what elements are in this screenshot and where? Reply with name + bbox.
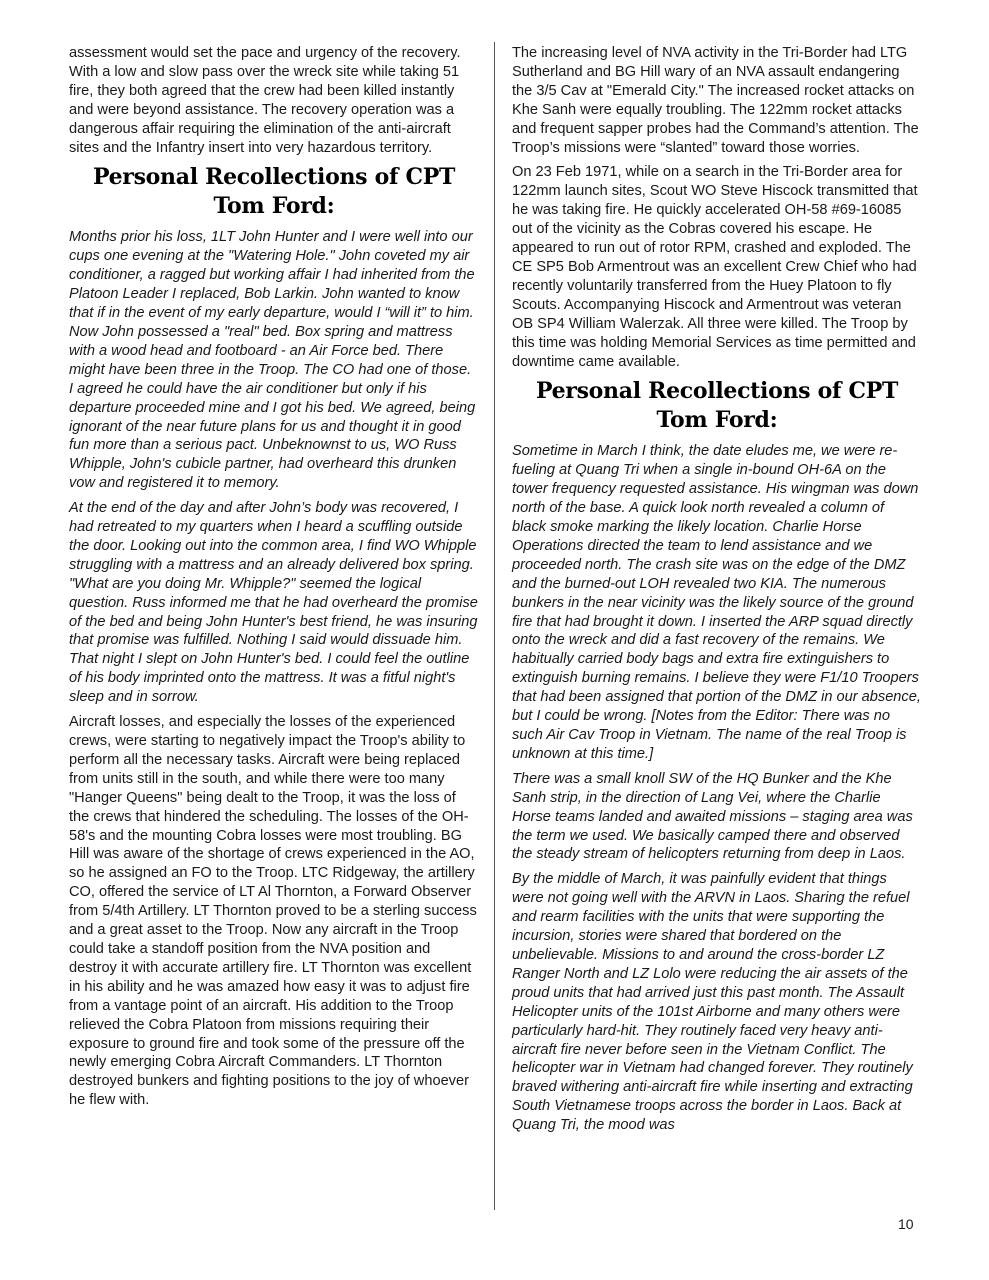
paragraph: At the end of the day and after John’s body was recovered, I had retreated to my quarters when I heard a scuffling outside the door. Looking out into the common area, I find WO Whipple struggling with a mattress and an already delivered box spring. "What are you doing Mr. Whipple?" seemed the logical question. Russ informed me that he had overheard the promise of the bed and being John Hunter's best friend, he was insuring that promise was fulfilled. Nothing I said would dissuade him. That night I slept on John Hunter's bed. I could feel the outline of his body imprinted onto the mattress. It was a fitful night's sleep and in sorrow. xyxy=(69,500,478,706)
section-heading: Personal Recollections of CPT Tom Ford: xyxy=(92,164,456,220)
paragraph: By the middle of March, it was painfully evident that things were not going well with the ARVN in Laos. Sharing the refuel and rearm facilities with the units that were supporting the incursion, stories were shared that bordered on the unbelievable. Missions to and around the cross-border LZ Ranger North and LZ Lolo were reducing the air assets of the proud units that had arrived just this past month. The Assault Helicopter units of the 101st Airborne and many others were particularly hard-hit. They routinely faced very heavy anti-aircraft fire never before seen in the Vietnam Conflict. The helicopter war in Vietnam had changed forever. They routinely braved withering anti-aircraft fire while inserting and extracting South Vietnamese troops across the border in Laos. Back at Quang Tri, the mood was xyxy=(512,871,913,1134)
column-divider xyxy=(494,42,495,1210)
left-column xyxy=(69,44,479,1116)
paragraph: The increasing level of NVA activity in the Tri-Border had LTG Sutherland and BG Hill wary of an NVA assault endangering the 3/5 Cav at "Emerald City." The increased rocket attacks on Khe Sanh were equally troubling. The 122mm rocket attacks and frequent sapper probes had the Command’s attention. The Troop’s missions were “slanted” toward those worries. xyxy=(512,45,919,156)
paragraph: Sometime in March I think, the date eludes me, we were re-fueling at Quang Tri when a single in-bound OH-6A on the tower frequency requested assistance. His wingman was down north of the base. A quick look north revealed a column of black smoke marking the likely location. Charlie Horse Operations directed the team to lend assistance and we proceeded north. The crash site was on the edge of the DMZ and the burned-out LOH revealed two KIA. The numerous bunkers in the near vicinity was the likely source of the ground fire that had brought it down. I inserted the ARP squad directly onto the wreck and did a fast recovery of the remains. We habitually carried body bags and extra fire extinguishers to extinguish burning remains. I believe they were F1/10 Troopers that had been assigned that portion of the DMZ in our absence, but I could be wrong. [Notes from the Editor: There was no such Air Cav Troop in Vietnam. The name of the real Troop is unknown at this time.] xyxy=(512,443,921,762)
paragraph: There was a small knoll SW of the HQ Bunker and the Khe Sanh strip, in the direction of Lang Vei, where the Charlie Horse teams landed and awaited missions – staging area was the term we used. We basically camped there and observed the steady stream of helicopters returning from deep in Laos. xyxy=(512,770,913,863)
section-heading: Personal Recollections of CPT Tom Ford: xyxy=(535,378,899,434)
paragraph: assessment would set the pace and urgency of the recovery. With a low and slow pass over the wreck site while taking 51 fire, they both agreed that the crew had been killed instantly and were beyond assistance. The recovery operation was a dangerous affair requiring the elimination of the anti-aircraft sites and the Infantry insert into very hazardous territory. xyxy=(69,45,461,156)
right-column xyxy=(512,44,922,1141)
paragraph: On 23 Feb 1971, while on a search in the Tri-Border area for 122mm launch sites, Scout WO Steve Hiscock transmitted that he was taking fire. He quickly accelerated OH-58 #69-16085 out of the vicinity as the Cobras covered his escape. He appeared to run out of rotor RPM, crashed and exploded. The CE SP5 Bob Armentrout was an excellent Crew Chief who had recently voluntarily transferred from the Huey Platoon to fly Scouts. Accompanying Hiscock and Armentrout was veteran OB SP4 William Walerzak. All three were killed. The Troop by this time was holding Memorial Services as time permitted and downtime came available. xyxy=(512,164,918,370)
paragraph: Aircraft losses, and especially the losses of the experienced crews, were starting to negatively impact the Troop's ability to perform all the necessary tasks. Aircraft were being replaced from units still in the south, and while there were too many "Hanger Queens" being dealt to the Troop, it was the loss of the crews that hindered the scheduling. The losses of the OH-58's and the mounting Cobra losses were most troubling. BG Hill was aware of the shortage of crews experienced in the AO, so he assigned an FO to the Troop. LTC Ridgeway, the artillery CO, offered the service of LT Al Thornton, a Forward Observer from 5/4th Artillery. LT Thornton proved to be a sterling success and a great asset to the Troop. Now any aircraft in the Troop could take a standoff position from the NVA position and destroy it with accurate artillery fire. LT Thornton was excellent in his ability and he was amazed how easy it was to adjust fire from a vantage point of an aircraft. His addition to the Troop relieved the Cobra Platoon from missions requiring their exposure to ground fire and took some of the pressure off the newly emerging Cobra Aircraft Commanders. LT Thornton destroyed bunkers and fighting positions to the joy of whoever he flew with. xyxy=(69,714,477,1109)
page-number: 10 xyxy=(898,1216,914,1232)
paragraph: Months prior his loss, 1LT John Hunter and I were well into our cups one evening at the "Watering Hole." John coveted my air conditioner, a ragged but working affair I had inherited from the Platoon Leader I replaced, Bob Larkin. John wanted to know that if in the event of my early departure, would I “will it” to him. Now John possessed a "real" bed. Box spring and mattress with a wood head and footboard - an Air Force bed. There might have been three in the Troop. The CO had one of those. I agreed he could have the air conditioner but only if his departure proceeded mine and I got his bed. We agreed, being ignorant of the near future plans for us and thought it in good fun more than a serious pact. Unbeknownst to us, WO Russ Whipple, John's cubicle partner, had overheard this drunken vow and registered it to memory. xyxy=(69,229,476,492)
